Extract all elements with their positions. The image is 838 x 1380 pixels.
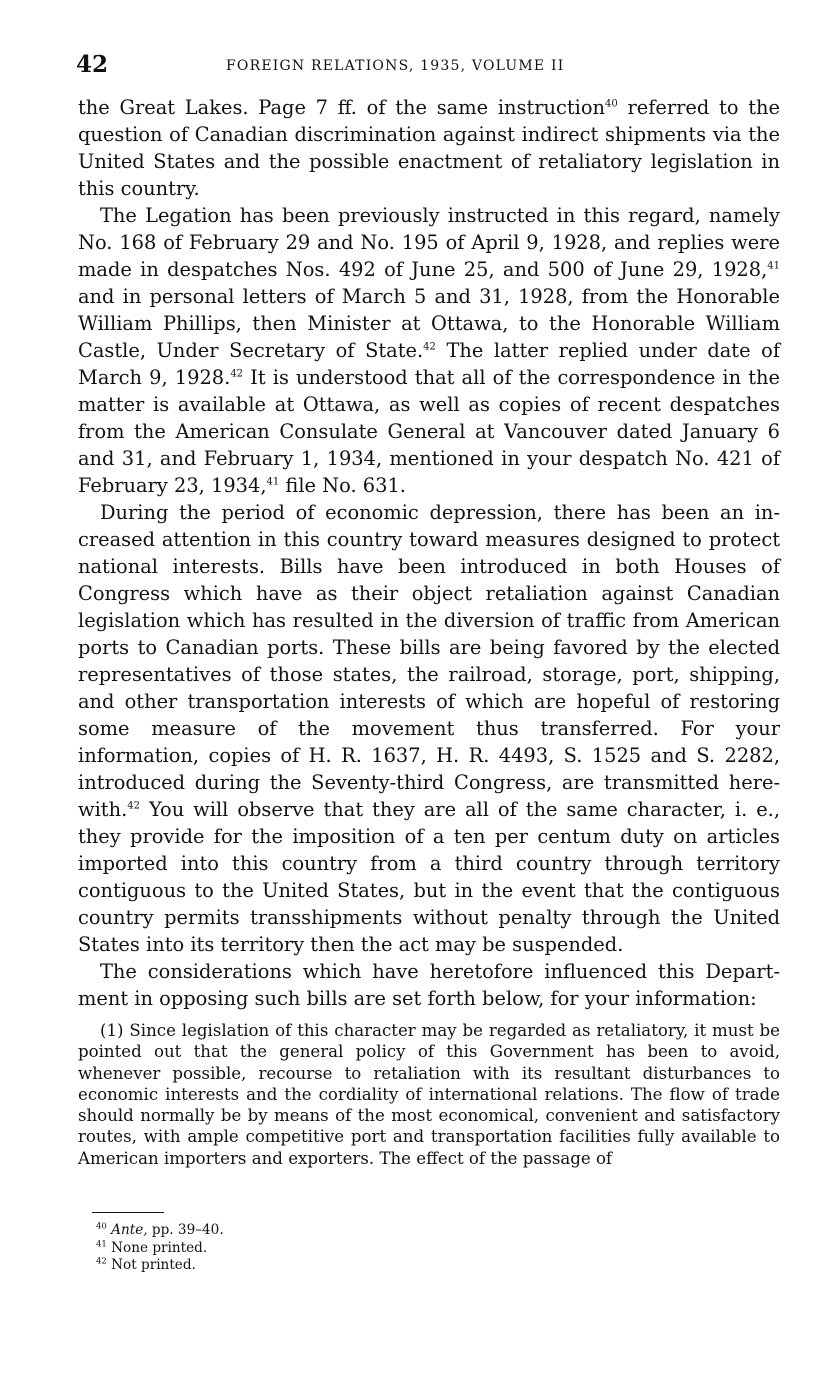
footnote-text: None printed. bbox=[106, 1239, 208, 1256]
footnotes bbox=[96, 1222, 496, 1275]
footnote-42 bbox=[96, 1257, 496, 1275]
footnote-mark: 40 bbox=[96, 1221, 107, 1232]
footnote-mark: 42 bbox=[96, 1256, 107, 1267]
paragraph-2-text-a: The Legation has been previously instructed in this regard, namely No. 168 of February 29 and No. 195 of April 9, 1928, and replies were made in despatches Nos. 492 of June 25, and 500 of June 29, 1928, bbox=[78, 204, 780, 281]
paragraph-2-text-d: It is understood that all of the correspondence in the matter is available at Ottawa, as well as copies of recent despatches from the American Consulate General at Vancouver dated January 6 and 31, and February 1, 1934, mentioned in your despatch No. 421 of February 23, 1934, bbox=[78, 366, 780, 497]
running-title: FOREIGN RELATIONS, 1935, VOLUME II bbox=[226, 58, 565, 74]
footnote-ref: 42 bbox=[127, 800, 140, 812]
paragraph-1-text-b: referred to the question of Canadian discrimination against indirect shipments via the United States and the possible enactment of retaliatory legislation in this country. bbox=[78, 96, 780, 200]
page-header bbox=[76, 50, 778, 80]
paragraph-3 bbox=[78, 499, 780, 958]
paragraph-5: (1) Since legislation of this character may be regarded as retaliatory, it must be pointed out that the general policy of this Government has been to avoid, whenever possible, recourse to retaliation with its resultant disturbances to economic interests and the cordiality of international relations. The flow of trade should normally be by means of the most economical, convenient and satisfactory routes, with ample competitive port and transportation facilities fully available to American importers and exporters. The effect of the passage of bbox=[78, 1021, 780, 1168]
footnote-ref: 41 bbox=[266, 476, 280, 488]
footnote-ref: 42 bbox=[230, 368, 244, 380]
quoted-considerations bbox=[78, 1020, 780, 1169]
paragraph-2-text-b: and in personal letters of March 5 and 31, 1928, from the Honorable William Phillips, then Minister at Ottawa, to the Honorable William Castle, Under Secretary of State. bbox=[78, 285, 780, 362]
paragraph-4-text: The considerations which have heretofore influenced this Department in opposing such bills are set forth below, for your information: bbox=[78, 960, 780, 1010]
paragraph-2-text-e: file No. 631. bbox=[279, 474, 406, 497]
paragraph-3-text-b: You will observe that they are all of the same character, i. e., they provide for the imposition of a ten per centum duty on articles imported into this country from a third country through territory contiguous to the United States, but in the event that the contiguous country permits transshipments without penalty through the United States into its territory then the act may be suspended. bbox=[78, 798, 780, 956]
footnote-ref: 41 bbox=[767, 260, 780, 272]
paragraph-3-text-a: During the period of economic depression, there has been an increased attention in this country toward measures designed to protect national interests. Bills have been introduced in both Houses of Congress which have as their object retaliation against Canadian legislation which has resulted in the diversion of traffic from American ports to Canadian ports. These bills are being favored by the elected representatives of those states, the railroad, storage, port, shipping, and other transportation interests of which are hopeful of restoring some measure of the movement thus transferred. For your information, copies of H. R. 1637, H. R. 4493, S. 1525 and S. 2282, introduced during the Seventy-third Congress, are transmitted herewith. bbox=[78, 501, 780, 821]
paragraph-4 bbox=[78, 958, 780, 1012]
paragraph-1 bbox=[78, 94, 780, 202]
footnote-text: Not printed. bbox=[106, 1257, 196, 1273]
paragraph-2-text-c: The latter replied under date of March 9, 1928. bbox=[78, 339, 780, 389]
footnote-mark: 41 bbox=[96, 1238, 107, 1249]
footnote-text: pp. 39–40. bbox=[147, 1222, 224, 1238]
paragraph-1-text-a: the Great Lakes. Page 7 ff. of the same instruction bbox=[78, 96, 606, 119]
footnote-ref: 42 bbox=[423, 341, 436, 353]
footnote-divider bbox=[92, 1212, 164, 1213]
footnote-41 bbox=[96, 1240, 496, 1258]
footnote-italic: Ante, bbox=[111, 1222, 148, 1238]
footnote-40 bbox=[96, 1222, 496, 1240]
footnote-ref: 40 bbox=[605, 98, 618, 110]
body-text bbox=[78, 94, 780, 1012]
page-number: 42 bbox=[76, 51, 109, 78]
paragraph-2 bbox=[78, 202, 780, 499]
